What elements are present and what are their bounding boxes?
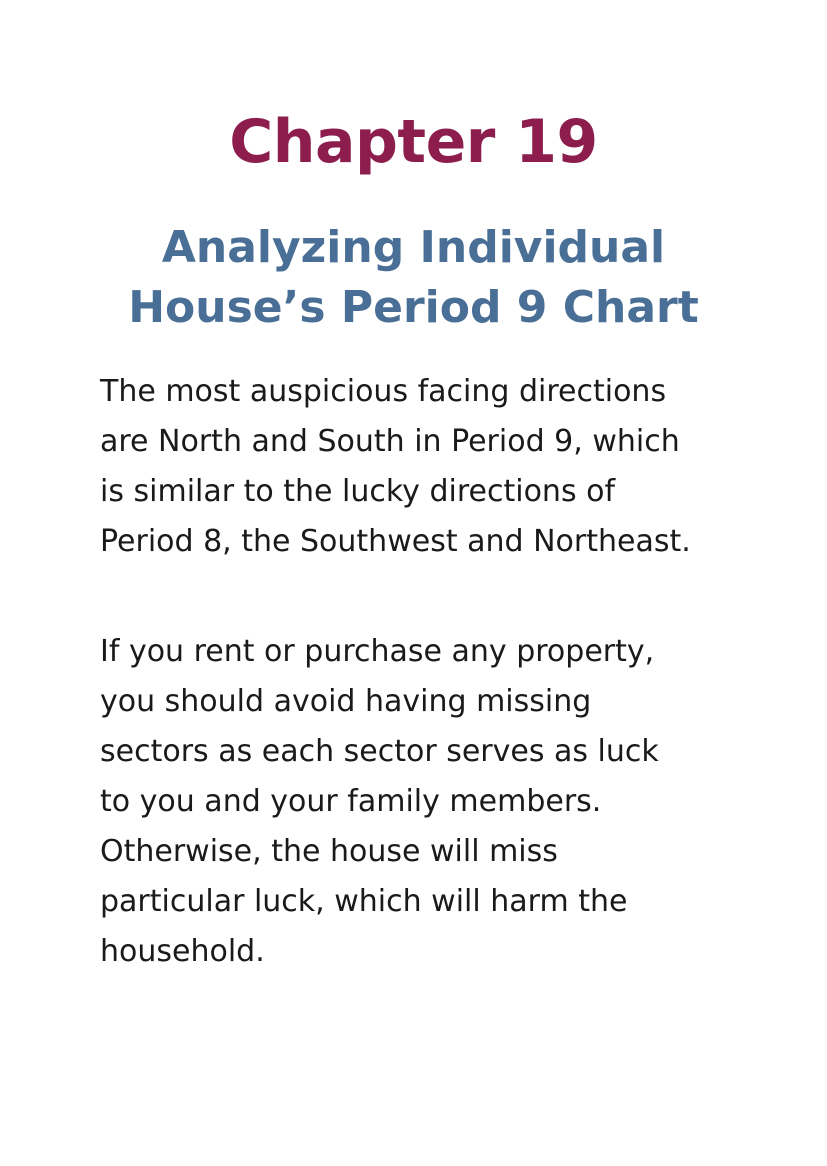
subtitle-line: House’s Period 9 Chart	[128, 282, 699, 333]
paragraph-line: to you and your family members.	[100, 784, 602, 819]
paragraph-line: The most auspicious facing directions	[100, 374, 667, 409]
subtitle-line: Analyzing Individual	[161, 222, 666, 273]
paragraph-line: household.	[100, 934, 265, 969]
paragraph-line: Otherwise, the house will miss	[100, 834, 558, 869]
paragraph-line: are North and South in Period 9, which	[100, 424, 680, 459]
chapter-subtitle	[60, 218, 767, 338]
paragraph-1	[100, 367, 780, 567]
paragraph-line: you should avoid having missing	[100, 684, 592, 719]
chapter-title: Chapter 19	[229, 107, 598, 177]
paragraph-line: Period 8, the Southwest and Northeast.	[100, 524, 691, 559]
paragraph-2	[100, 627, 780, 977]
paragraph-line: If you rent or purchase any property,	[100, 634, 655, 669]
paragraph-line: sectors as each sector serves as luck	[100, 734, 659, 769]
paragraph-line: particular luck, which will harm the	[100, 884, 628, 919]
paragraph-line: is similar to the lucky directions of	[100, 474, 616, 509]
